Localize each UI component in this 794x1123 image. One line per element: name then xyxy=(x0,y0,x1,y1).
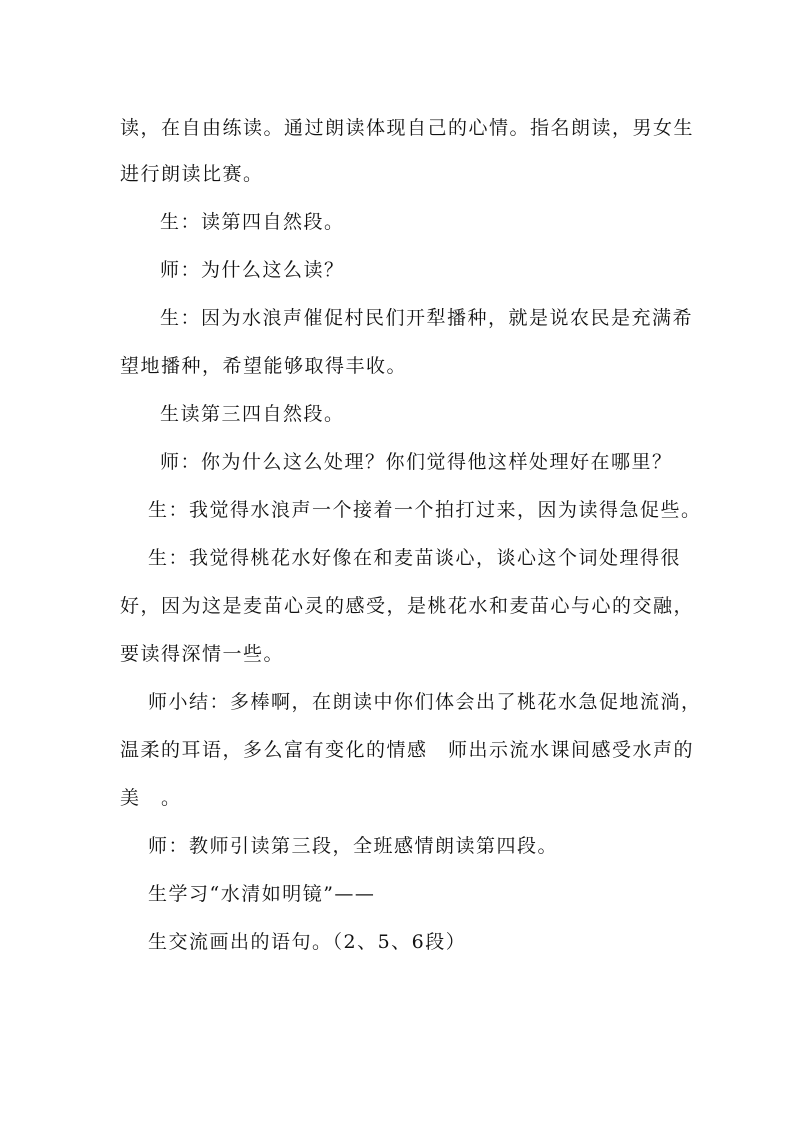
text-line: 美 。 xyxy=(120,787,182,809)
text-line: 生：我觉得水浪声一个接着一个拍打过来，因为读得急促些。 xyxy=(148,499,702,521)
text-line: 生读第三四自然段。 xyxy=(160,403,345,425)
text-line: 师：你为什么这么处理？你们觉得他这样处理好在哪里？ xyxy=(160,451,673,473)
text-line: 生交流画出的语句。（2、5、6段） xyxy=(148,931,467,953)
text-line: 生：因为水浪声催促村民们开犁播种，就是说农民是充满希 xyxy=(160,307,694,329)
text-line: 师：教师引读第三段，全班感情朗读第四段。 xyxy=(148,835,559,857)
text-line: 生学习“水清如明镜”—— xyxy=(148,883,376,905)
text-line: 生：读第四自然段。 xyxy=(160,211,345,233)
text-line: 要读得深情一些。 xyxy=(120,643,285,665)
text-line: 进行朗读比赛。 xyxy=(120,163,264,185)
text-line: 生：我觉得桃花水好像在和麦苗谈心，谈心这个词处理得很 xyxy=(148,547,682,569)
text-line: 好，因为这是麦苗心灵的感受，是桃花水和麦苗心与心的交融， xyxy=(120,595,695,617)
text-line: 温柔的耳语，多么富有变化的情感 师出示流水课间感受水声的 xyxy=(120,739,695,761)
text-line: 读，在自由练读。通过朗读体现自己的心情。指名朗读，男女生 xyxy=(120,117,695,139)
text-line: 师小结：多棒啊，在朗读中你们体会出了桃花水急促地流淌， xyxy=(148,691,702,713)
text-line: 望地播种，希望能够取得丰收。 xyxy=(120,355,408,377)
text-line: 师：为什么这么读？ xyxy=(160,259,345,281)
